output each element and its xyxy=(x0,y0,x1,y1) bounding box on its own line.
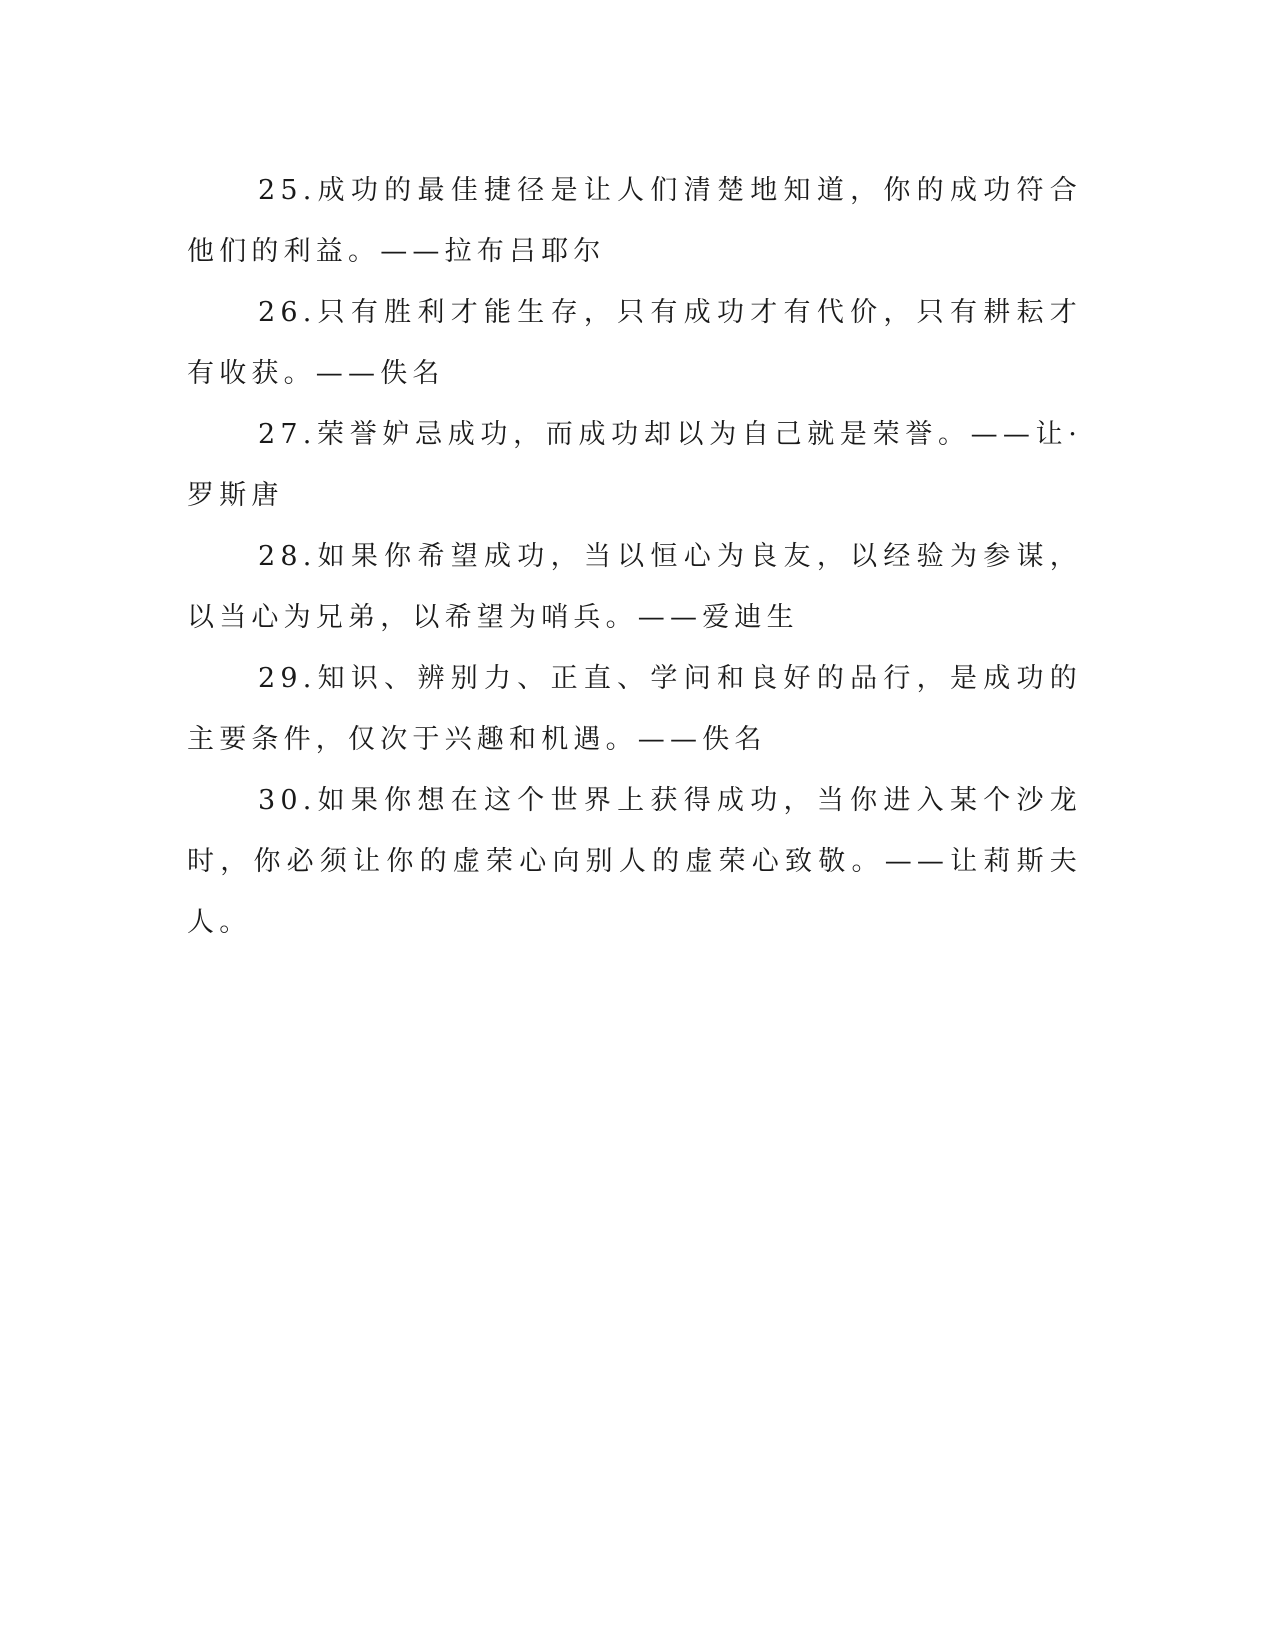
quote-28: 28.如果你希望成功，当以恒心为良友，以经验为参谋，以当心为兄弟，以希望为哨兵。——爱迪生 xyxy=(187,541,1082,633)
quote-list xyxy=(187,160,1082,953)
quote-27: 27.荣誉妒忌成功，而成功却以为自己就是荣誉。——让·罗斯唐 xyxy=(187,419,1082,511)
quote-25: 25.成功的最佳捷径是让人们清楚地知道，你的成功符合他们的利益。——拉布吕耶尔 xyxy=(187,175,1082,267)
quote-30: 30.如果你想在这个世界上获得成功，当你进入某个沙龙时，你必须让你的虚荣心向别人的虚荣心致敬。——让莉斯夫人。 xyxy=(187,785,1082,938)
quote-29: 29.知识、辨别力、正直、学问和良好的品行，是成功的主要条件，仅次于兴趣和机遇。——佚名 xyxy=(187,663,1082,755)
quote-26: 26.只有胜利才能生存，只有成功才有代价，只有耕耘才有收获。——佚名 xyxy=(187,297,1082,389)
